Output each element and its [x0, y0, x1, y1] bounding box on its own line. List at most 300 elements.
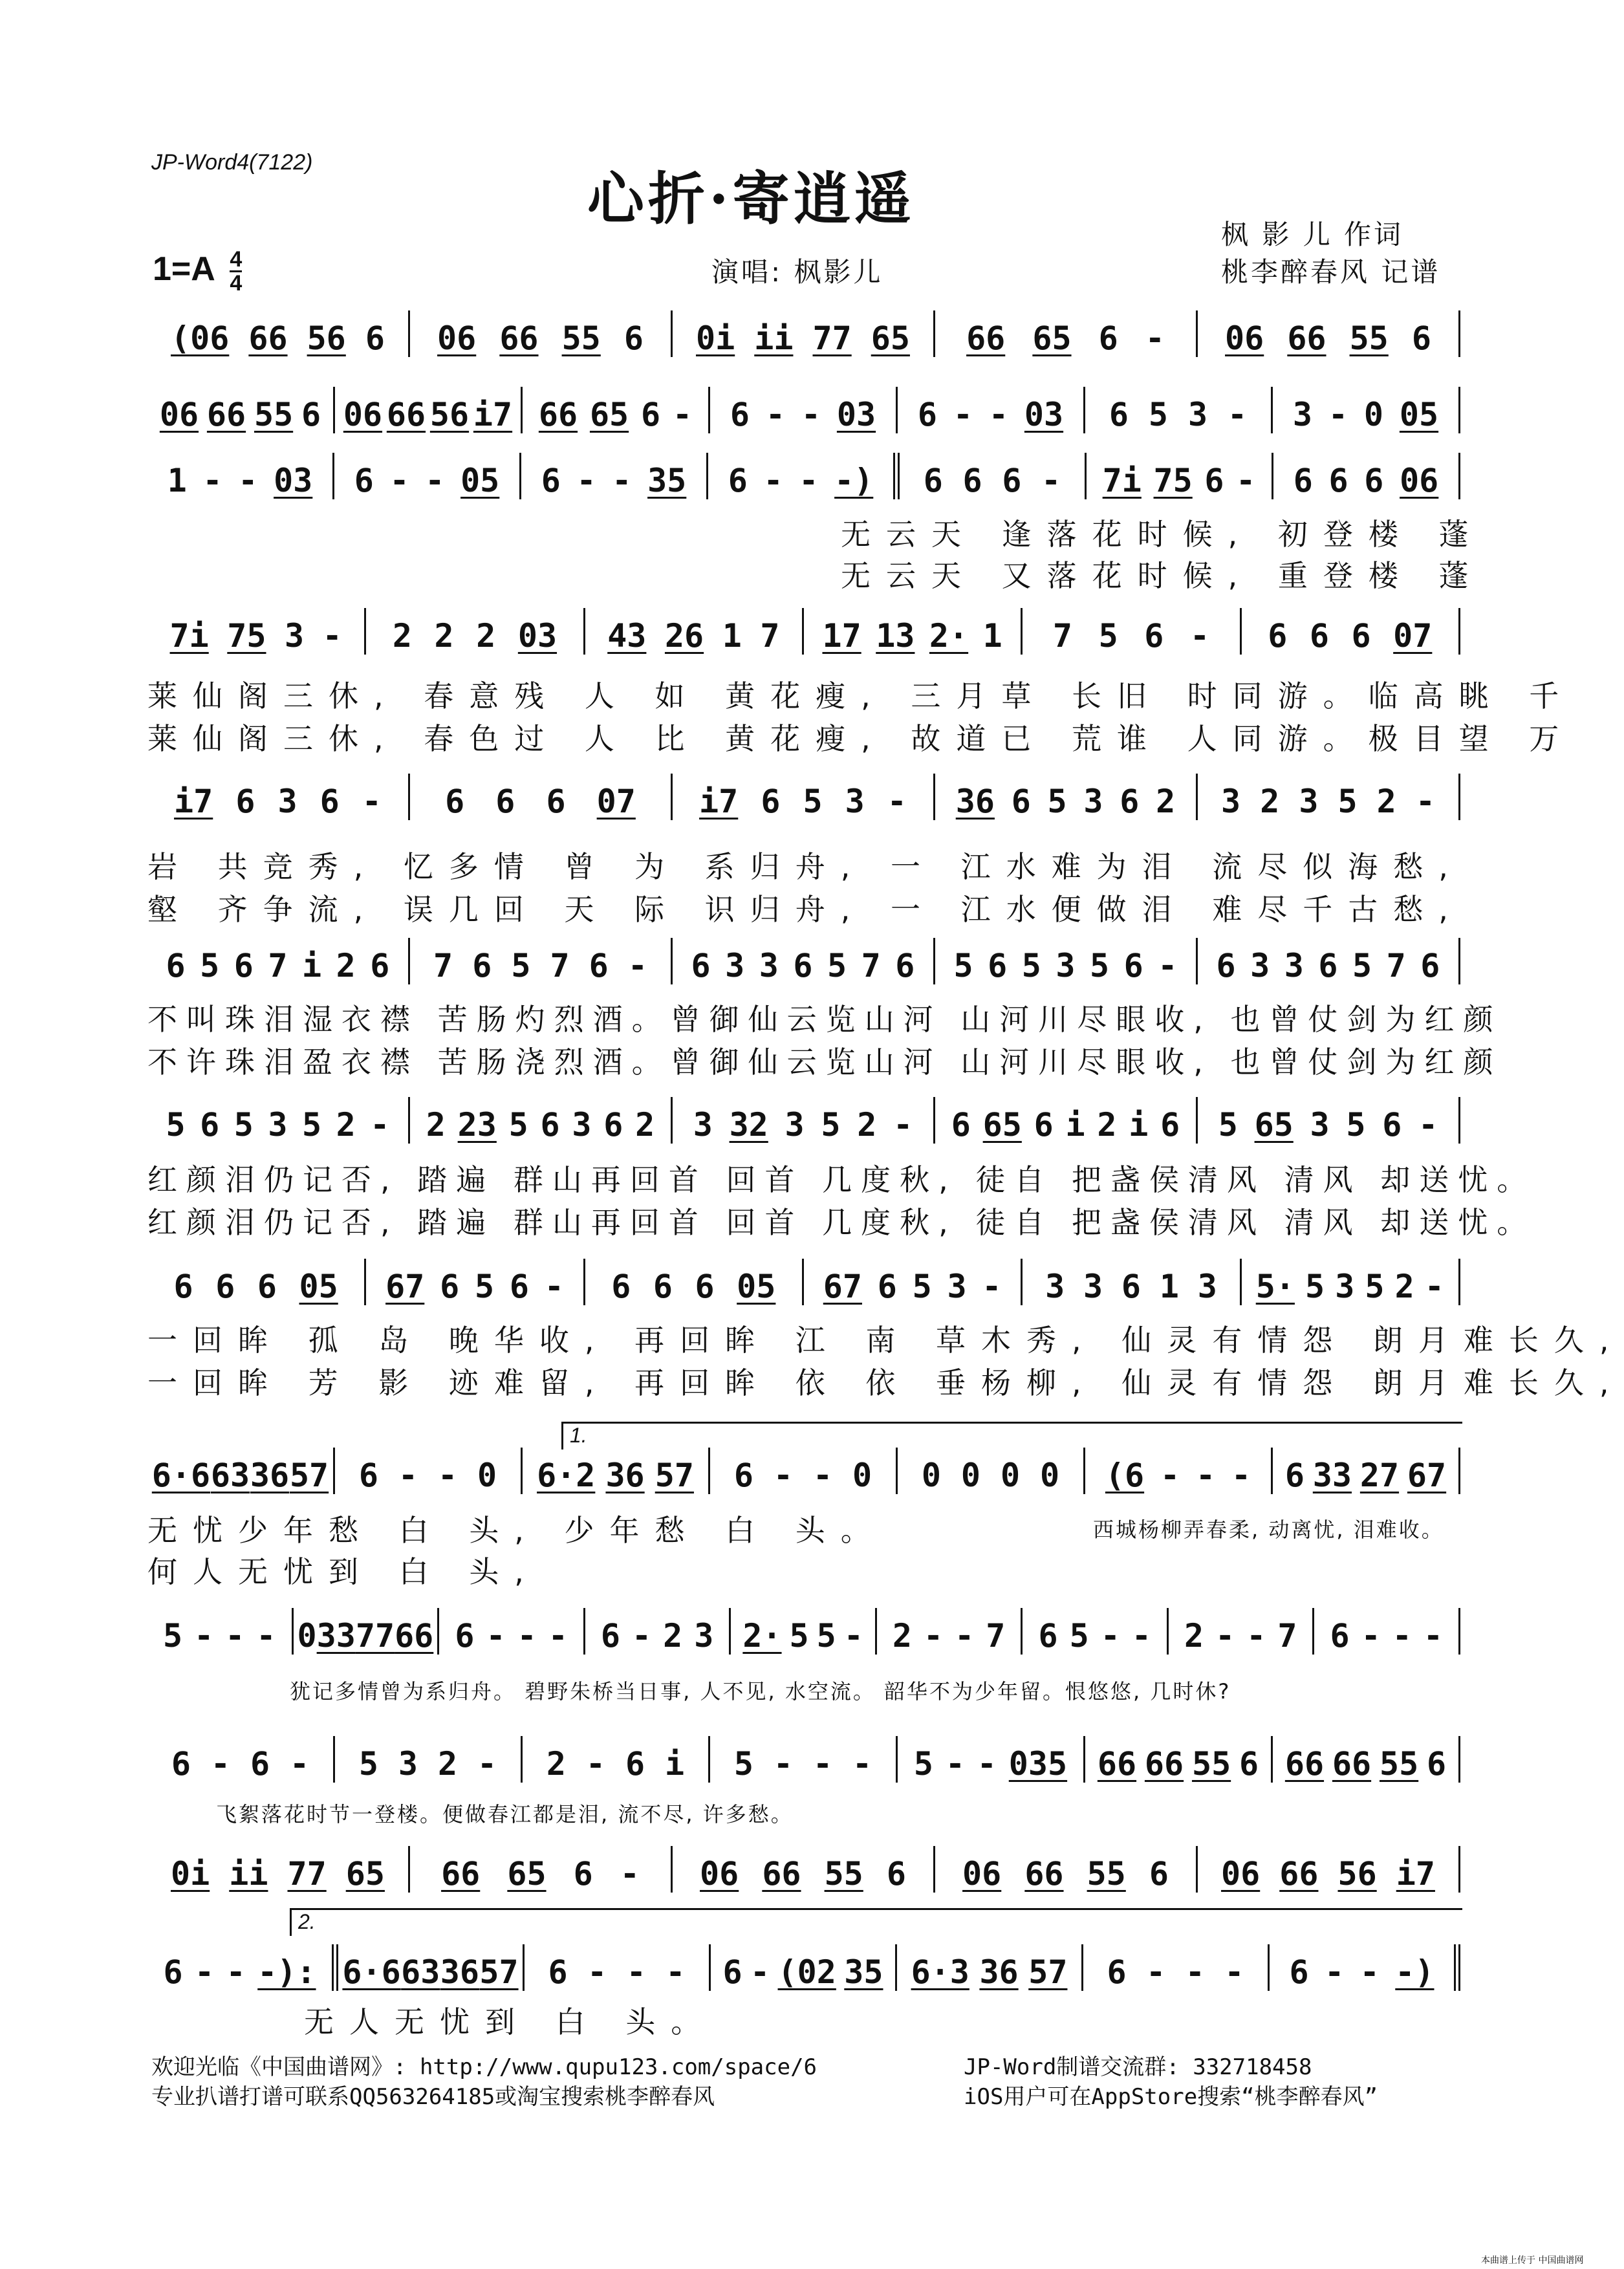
note: -: [1215, 1617, 1235, 1655]
note: -: [1246, 1617, 1266, 1655]
note: 6: [623, 320, 644, 357]
note: 6: [603, 1106, 623, 1144]
footer-site: 欢迎光临《中国曲谱网》: http://www.qupu123.com/space/6: [151, 2054, 817, 2080]
measure: [804, 608, 1023, 655]
note: -: [773, 1457, 794, 1494]
note: 13: [876, 617, 915, 655]
note: 6: [163, 1953, 183, 1991]
note: -: [1185, 1953, 1205, 1991]
note: 36: [440, 1953, 479, 1991]
volta-first: [561, 1422, 1462, 1449]
note: -: [437, 1457, 458, 1494]
note: -: [517, 1617, 537, 1655]
lyric-row6-verse2: 不许珠泪盈衣襟 苦肠浇烈酒。曾御仙云览山河 山河川尽眼收, 也曾仗剑为红颜: [147, 1045, 1502, 1080]
note: 035: [1008, 1745, 1068, 1783]
score-row: [147, 1097, 1460, 1144]
note: -: [953, 396, 973, 433]
note: 36: [955, 783, 995, 820]
lyric-row10-note: 犹记多情曾为系归舟。 碧野朱桥当日事, 人不见, 水空流。 韶华不为少年留。恨悠悠, 几时休?: [290, 1679, 1231, 1704]
note: -: [226, 1953, 246, 1991]
score-row: [147, 1846, 1460, 1893]
note: -: [238, 462, 258, 499]
note: 5: [1218, 1106, 1238, 1144]
note: 6: [215, 1268, 235, 1305]
note: 5: [511, 947, 531, 984]
note: 0: [1039, 1457, 1060, 1494]
note: 55: [254, 396, 294, 433]
note: 0: [297, 1617, 317, 1655]
note: 6: [1149, 1855, 1169, 1893]
measure: [898, 1736, 1085, 1783]
note: -: [587, 1953, 607, 1991]
note: -: [626, 1953, 646, 1991]
note: 6: [1284, 1457, 1305, 1494]
volta-second: [290, 1908, 1462, 1936]
measure: [804, 1259, 1023, 1305]
note: 26: [664, 617, 704, 655]
note: -: [1041, 462, 1061, 499]
note: -: [389, 462, 409, 499]
note: -: [750, 1953, 770, 1991]
note: 3: [1045, 1268, 1065, 1305]
note: 66: [1097, 1745, 1137, 1783]
measure: [935, 938, 1198, 984]
note: 05: [1399, 396, 1439, 433]
note: -: [1418, 1106, 1438, 1144]
note: 0: [921, 1457, 942, 1494]
note: 6: [1098, 320, 1118, 357]
lyric-row9-note: 西城杨柳弄春柔, 动离忧, 泪难收。: [1093, 1517, 1444, 1542]
lyric-row5-verse1: 岩 共竞秀, 忆多情 曾 为 系归舟, 一 江水难为泪 流尽似海愁,: [147, 849, 1464, 884]
measure: [673, 1846, 935, 1893]
measure: [147, 608, 366, 655]
lyric-row9-verse2: 何人无忧到 白 头,: [147, 1554, 539, 1589]
note: 7: [433, 947, 453, 984]
note: 3: [1083, 1268, 1103, 1305]
measure: [1085, 1448, 1273, 1494]
measure: [147, 310, 410, 357]
measure: [585, 1608, 731, 1655]
note: 7: [986, 1617, 1006, 1655]
note: -: [1196, 1457, 1216, 1494]
note: 3: [1284, 947, 1304, 984]
note: 65: [507, 1855, 547, 1893]
measure: [147, 938, 410, 984]
lyric-row4-verse2: 莱仙阁三休, 春色过 人 比 黄花瘦, 故道已 荒谁 人同游。极目望 万: [147, 721, 1575, 756]
note: -: [801, 396, 821, 433]
note: 57: [289, 1457, 329, 1494]
note: 2: [857, 1106, 877, 1144]
note: 2: [546, 1745, 567, 1783]
note: 2: [1156, 783, 1176, 820]
note: 77: [355, 1617, 395, 1655]
note: -: [852, 1745, 872, 1783]
note: 6: [573, 1855, 593, 1893]
note: 66: [1024, 1855, 1064, 1893]
footer-contact: 专业扒谱打谱可联系QQ563264185或淘宝搜索桃李醉春风: [151, 2084, 715, 2110]
note: 65: [871, 320, 910, 357]
note: -: [812, 1457, 833, 1494]
note: 3: [1292, 396, 1312, 433]
note: 6: [233, 947, 254, 984]
measure: [147, 1608, 294, 1655]
lyric-row5-verse2: 壑 齐争流, 误几回 天 际 识归舟, 一 江水便做泪 难尽千古愁,: [147, 892, 1464, 927]
measure: [1273, 1736, 1460, 1783]
note: 2: [426, 1106, 446, 1144]
note: 3: [1310, 1106, 1330, 1144]
lyric-row3-verse2: 无云天 又落花时候, 重登楼 蓬: [841, 558, 1484, 593]
note: 5: [163, 1617, 183, 1655]
note: -: [1100, 1617, 1120, 1655]
note: 5: [913, 1745, 933, 1783]
score-row: [147, 774, 1460, 820]
note: 6: [365, 320, 385, 357]
note: 67: [1407, 1457, 1447, 1494]
note: -: [612, 462, 632, 499]
note: 3: [398, 1745, 418, 1783]
note: 57: [1028, 1953, 1068, 1991]
note: -: [202, 462, 222, 499]
note: 6: [1289, 1953, 1309, 1991]
note: 6: [173, 1268, 193, 1305]
lyric-row13-verse1: 无人无忧到 白 头。: [304, 2004, 717, 2039]
note: 7: [1386, 947, 1406, 984]
note: -: [924, 1617, 944, 1655]
measure: [335, 1736, 523, 1783]
note: -: [773, 1745, 794, 1783]
note: 6: [625, 1745, 645, 1783]
note: 6: [1109, 396, 1129, 433]
note: -): [1395, 1953, 1435, 1991]
measure: [147, 1944, 338, 1991]
note: -: [672, 396, 693, 433]
note: 2: [392, 617, 412, 655]
score-row: [147, 310, 1460, 357]
note: -: [945, 1745, 965, 1783]
note: 2: [437, 1745, 458, 1783]
note: 1: [982, 617, 1002, 655]
note: 6: [455, 1617, 475, 1655]
note: 06: [343, 396, 383, 433]
note: 6: [988, 947, 1008, 984]
note: -: [955, 1617, 975, 1655]
note: 6: [1328, 462, 1348, 499]
note: -: [1158, 947, 1178, 984]
note: 1: [1159, 1268, 1179, 1305]
measure: [897, 1944, 1083, 1991]
measure: [585, 1259, 804, 1305]
score-row: [147, 1448, 1460, 1494]
measure: [1198, 310, 1460, 357]
lyricist-credit: 枫 影 儿 作词: [1221, 219, 1404, 250]
lyric-row11-note: 飞絮落花时节一登楼。便做春江都是泪, 流不尽, 许多愁。: [216, 1802, 794, 1827]
note: 6: [733, 1457, 754, 1494]
note: 5: [827, 947, 847, 984]
measure: [294, 1608, 440, 1655]
note: 6: [235, 783, 255, 820]
note: 5·: [1255, 1268, 1295, 1305]
note: 6: [1268, 617, 1288, 655]
note: -: [763, 462, 783, 499]
note: 55: [1191, 1745, 1231, 1783]
measure: [1023, 1608, 1169, 1655]
note: 3: [1197, 1268, 1217, 1305]
note: 05: [460, 462, 500, 499]
measure: [710, 1736, 898, 1783]
measure: [525, 1944, 711, 1991]
note: 7: [1277, 1617, 1297, 1655]
note: 2: [434, 617, 454, 655]
note: 05: [299, 1268, 338, 1305]
note: 6: [730, 396, 750, 433]
note: -: [627, 947, 647, 984]
note: 05: [737, 1268, 776, 1305]
note: 5: [1337, 783, 1358, 820]
note: -: [812, 1745, 833, 1783]
note: -: [1392, 1617, 1412, 1655]
note: -: [843, 1617, 863, 1655]
note: 5: [1021, 947, 1041, 984]
key-label: 1=A: [153, 250, 214, 288]
measure: [147, 774, 410, 820]
note: 6: [257, 1268, 277, 1305]
note: 6: [1411, 320, 1431, 357]
note: 3: [572, 1106, 592, 1144]
note: (6: [1105, 1457, 1145, 1494]
key-signature: [153, 248, 242, 294]
note: 33: [1312, 1457, 1352, 1494]
note: 6: [250, 1745, 270, 1783]
note: -: [893, 1106, 913, 1144]
note: 2: [892, 1617, 913, 1655]
note: 06: [1400, 462, 1439, 499]
note: 2: [1376, 783, 1396, 820]
note: 2: [663, 1617, 683, 1655]
note: -: [1224, 1953, 1244, 1991]
note: 43: [607, 617, 647, 655]
note: 6: [761, 783, 781, 820]
measure: [1242, 608, 1460, 655]
note: 06: [962, 1855, 1002, 1893]
note: -: [195, 1953, 215, 1991]
note: 3: [1187, 396, 1208, 433]
note: -: [1328, 396, 1348, 433]
note: 33: [316, 1617, 356, 1655]
note: 5: [953, 947, 973, 984]
note: 0i: [696, 320, 735, 357]
measure: [1242, 1259, 1460, 1305]
measure: [523, 1736, 710, 1783]
note: 03: [517, 617, 558, 655]
note: 65: [1254, 1106, 1294, 1144]
note: 6: [722, 1953, 742, 1991]
footer-group: JP-Word制谱交流群: 332718458: [964, 2054, 1312, 2080]
note: 2: [476, 617, 496, 655]
note: 0: [960, 1457, 981, 1494]
note: 0i: [171, 1855, 210, 1893]
note: 56: [1337, 1855, 1377, 1893]
note: 07: [596, 783, 636, 820]
note: 5: [1346, 1106, 1366, 1144]
note: -: [666, 1953, 686, 1991]
measure: [585, 608, 804, 655]
note: 2: [1260, 783, 1280, 820]
note: 5: [912, 1268, 932, 1305]
measure: [673, 774, 935, 820]
note: 6: [540, 1106, 560, 1144]
note: 0: [852, 1457, 872, 1494]
note: -: [210, 1745, 231, 1783]
note: 6: [1121, 1268, 1142, 1305]
note: 56: [429, 396, 470, 433]
note: -: [486, 1617, 506, 1655]
note: 6: [917, 396, 937, 433]
volta-first-label: 1.: [570, 1424, 587, 1447]
note: 6: [1002, 462, 1022, 499]
note: -: [1146, 1953, 1166, 1991]
measure: [1273, 453, 1460, 499]
note: 5: [1069, 1617, 1089, 1655]
measure: [673, 1097, 935, 1144]
measure: [1085, 387, 1273, 433]
note: -: [370, 1106, 390, 1144]
note: 0: [477, 1457, 497, 1494]
note: 3: [785, 1106, 805, 1144]
note: -: [1415, 783, 1435, 820]
note: 66: [395, 1617, 434, 1655]
note: 3: [693, 1106, 713, 1144]
note: 6: [1420, 947, 1440, 984]
measure: [366, 608, 585, 655]
note: 5: [200, 947, 220, 984]
note: 23: [457, 1106, 497, 1144]
measure: [1083, 1944, 1270, 1991]
note: 3: [694, 1617, 714, 1655]
note: 1: [167, 462, 187, 499]
note: 65: [982, 1106, 1022, 1144]
note: i7: [699, 783, 739, 820]
note: 3: [1299, 783, 1319, 820]
note: 65: [345, 1855, 385, 1893]
note: 6: [1351, 617, 1371, 655]
measure: [410, 774, 673, 820]
note: 66: [538, 396, 578, 433]
note: 75: [227, 617, 266, 655]
measure: [1023, 608, 1241, 655]
measure: [935, 1846, 1198, 1893]
note: 6: [728, 462, 748, 499]
measure: [335, 387, 523, 433]
note: 3: [1056, 947, 1076, 984]
note: 66: [206, 396, 246, 433]
note: 6: [695, 1268, 715, 1305]
note: -: [425, 462, 445, 499]
note: 3: [759, 947, 779, 984]
note: -: [225, 1617, 245, 1655]
note: -: [1359, 1953, 1380, 1991]
measure: [898, 387, 1085, 433]
time-signature: [230, 248, 242, 294]
note: 27: [1359, 1457, 1400, 1494]
note: 2: [1394, 1268, 1414, 1305]
note: -: [544, 1268, 564, 1305]
note: 7: [760, 617, 780, 655]
note: (02: [777, 1953, 836, 1991]
measure: [900, 453, 1087, 499]
note: 66: [966, 320, 1006, 357]
time-bottom: 4: [230, 271, 243, 296]
note: 57: [655, 1457, 694, 1494]
note: 6: [1120, 783, 1140, 820]
note: 6: [1123, 947, 1143, 984]
note: -: [576, 462, 596, 499]
note: 66: [248, 320, 288, 357]
note: 06: [1225, 320, 1264, 357]
note: 3: [1083, 783, 1103, 820]
note: 55: [1087, 1855, 1126, 1893]
note: 6: [1364, 462, 1384, 499]
note: 6: [171, 1745, 191, 1783]
note: -): [834, 462, 874, 499]
measure: [935, 774, 1198, 820]
note: -: [548, 1617, 568, 1655]
lyric-row8-verse2: 一回眸 芳 影 迹难留, 再回眸 依 依 垂杨柳, 仙灵有情怨 朗月难长久,: [147, 1365, 1624, 1400]
note: 2: [336, 947, 356, 984]
note: 6: [546, 783, 566, 820]
measure: [439, 1608, 585, 1655]
measure: [935, 310, 1198, 357]
measure: [877, 1608, 1023, 1655]
note: 6: [653, 1268, 673, 1305]
note: 6: [1107, 1953, 1127, 1991]
note: 6·6: [151, 1457, 211, 1494]
note: 06: [437, 320, 477, 357]
note: 06: [700, 1855, 739, 1893]
note: 2·: [929, 617, 969, 655]
note: 6: [641, 396, 661, 433]
note: 2: [1097, 1106, 1117, 1144]
measure: [673, 310, 935, 357]
note: 6·3: [911, 1953, 969, 1991]
note: 6: [1034, 1106, 1054, 1144]
note: 6: [548, 1953, 568, 1991]
footer-ios: iOS用户可在AppStore搜索“桃李醉春风”: [964, 2084, 1378, 2110]
note: 57: [479, 1953, 519, 1991]
note: 65: [589, 396, 629, 433]
note: -: [1361, 1617, 1381, 1655]
note: 7: [1052, 617, 1072, 655]
note: 55: [824, 1855, 863, 1893]
measure: [147, 1448, 335, 1494]
measure: [147, 453, 334, 499]
note: 3: [1250, 947, 1270, 984]
page-title: 心折·寄逍遥: [587, 165, 915, 232]
note: i7: [1396, 1855, 1435, 1893]
measure: [335, 1448, 523, 1494]
note: 5: [1365, 1268, 1385, 1305]
note: 5: [1352, 947, 1372, 984]
note: 6: [166, 947, 186, 984]
note: 6: [895, 947, 915, 984]
score-row: [147, 1259, 1460, 1305]
score-row: [147, 938, 1460, 984]
note: 6: [319, 783, 340, 820]
note: 6: [1216, 947, 1236, 984]
note: 3: [947, 1268, 967, 1305]
note: 6: [1204, 462, 1224, 499]
measure: [147, 1097, 410, 1144]
note: 77: [812, 320, 852, 357]
